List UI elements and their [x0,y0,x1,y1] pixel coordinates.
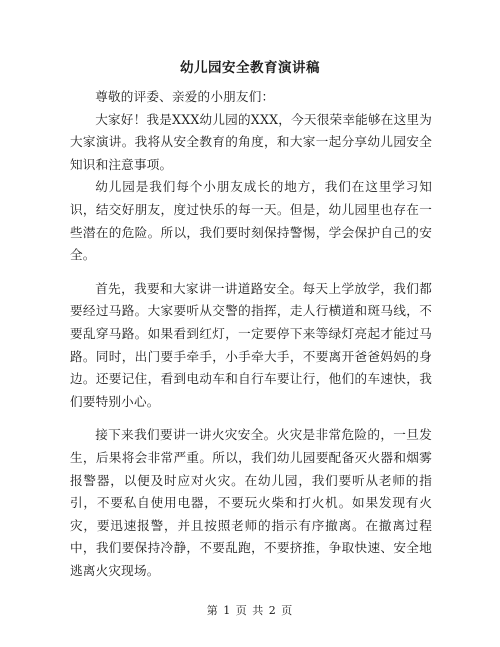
paragraph-fire-safety: 接下来我们要讲一讲火灾安全。火灾是非常危险的，一旦发生，后果将会非常严重。所以，我们幼儿园要配备灭火器和烟雾报警器，以便及时应对火灾。在幼儿园，我们要听从老师的指引，不要私自使用电器，不要玩火柴和打火机。如果发现有火灾，要迅速报警，并且按照老师的指示有序撤离。在撤离过程中，我们要保持冷静，不要乱跑，不要挤推，争取快速、安全地逃离火灾现场。 [70,427,432,578]
paragraph-intro: 大家好！我是XXX幼儿园的XXX，今天很荣幸能够在这里为大家演讲。我将从安全教育的角度，和大家一起分享幼儿园安全知识和注意事项。 [70,111,432,172]
salutation: 尊敬的评委、亲爱的小朋友们： [95,89,275,104]
paragraph-road-safety: 首先，我要和大家讲一讲道路安全。每天上学放学，我们都要经过马路。大家要听从交警的指挥，走人行横道和斑马线，不要乱穿马路。如果看到红灯，一定要停下来等绿灯亮起才能过马路。同时，出门要手牵手，小手牵大手，不要离开爸爸妈妈的身边。还要记住，看到电动车和自行车要让行，他们的车速快，我们要特别小心。 [70,280,432,409]
document-body [70,86,432,582]
page-footer: 第 1 页 共 2 页 [206,604,294,617]
paragraph-kindergarten: 幼儿园是我们每个小朋友成长的地方，我们在这里学习知识，结交好朋友，度过快乐的每一天。但是，幼儿园里也存在一些潜在的危险。所以，我们要时刻保持警惕，学会保护自己的安全。 [70,179,432,263]
document-title: 幼儿园安全教育演讲稿 [180,60,320,76]
